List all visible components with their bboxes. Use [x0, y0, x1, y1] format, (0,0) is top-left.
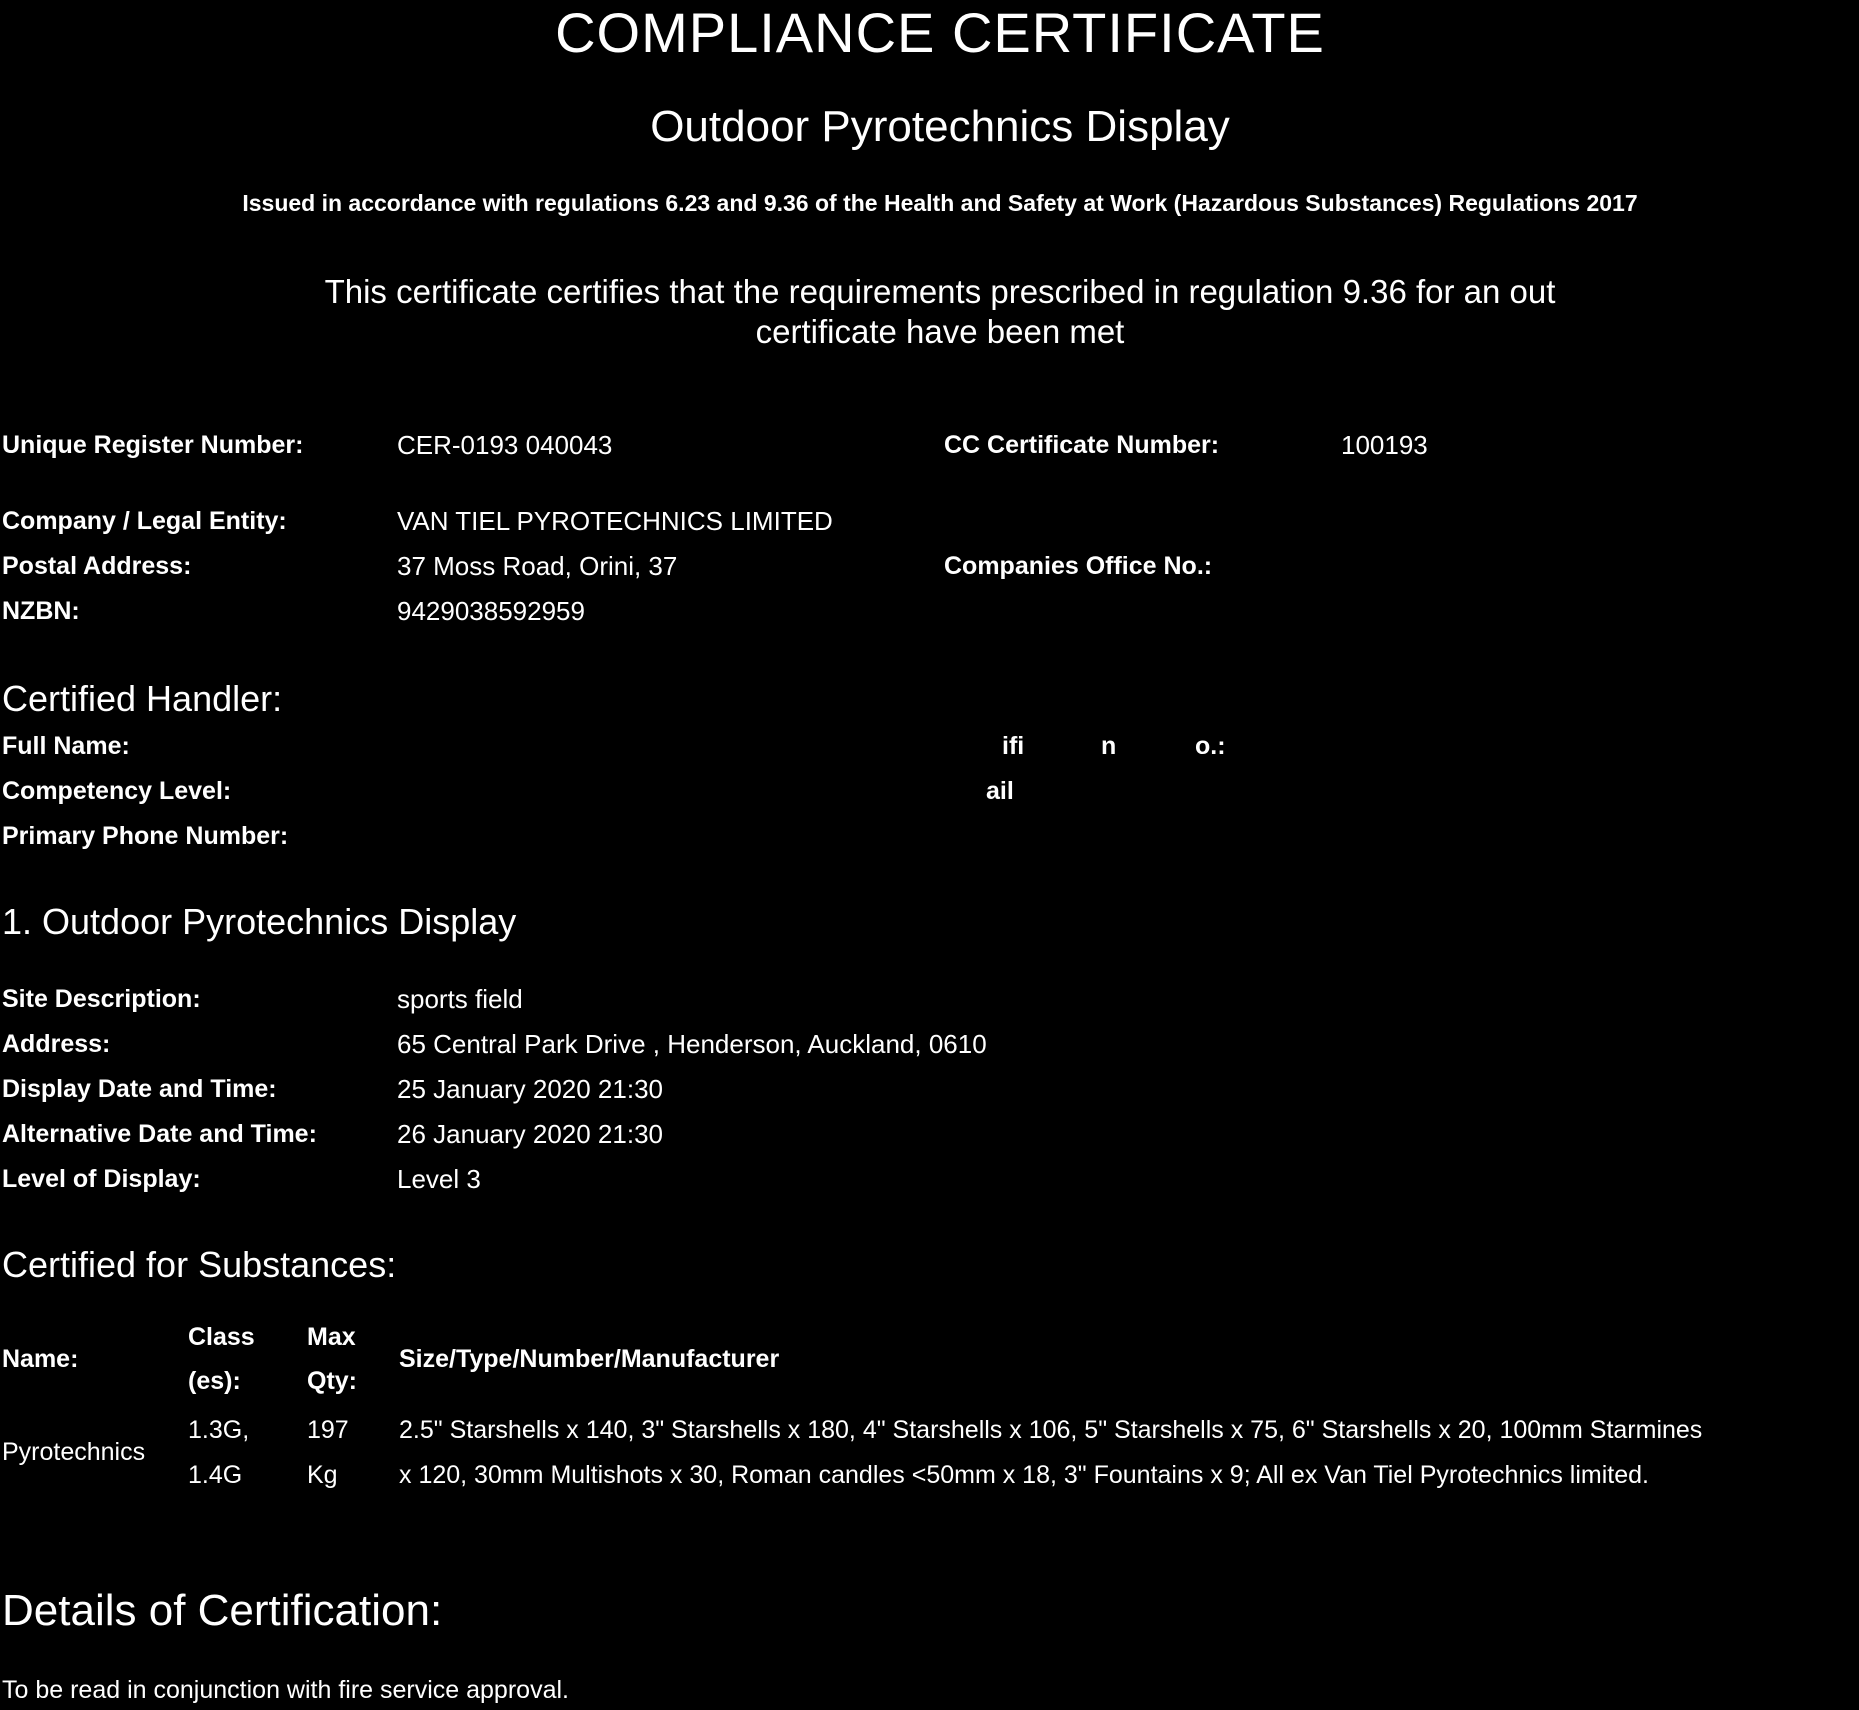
- row-class-line-1: 1.3G,: [188, 1416, 250, 1444]
- intro-line-2: certificate have been met: [755, 313, 1125, 350]
- urn-label: Unique Register Number:: [2, 431, 304, 459]
- display-heading: 1. Outdoor Pyrotechnics Display: [2, 901, 517, 942]
- row-name: Pyrotechnics: [2, 1438, 146, 1466]
- phone-label: Primary Phone Number:: [2, 822, 289, 850]
- partial-text-1: ifi: [1002, 732, 1025, 760]
- issued-statement: Issued in accordance with regulations 6.23 and 9.36 of the Health and Safety at Work (Hazardous Substances) Regulations 2017: [242, 190, 1638, 216]
- display-date-label: Display Date and Time:: [2, 1075, 277, 1103]
- site-description-label: Site Description:: [2, 985, 201, 1013]
- company-value: VAN TIEL PYROTECHNICS LIMITED: [397, 506, 833, 536]
- row-qty-line-2: Kg: [307, 1461, 338, 1489]
- certificate-title: COMPLIANCE CERTIFICATE: [555, 1, 1325, 64]
- intro-line-1: This certificate certifies that the requirements prescribed in regulation 9.36 for an out: [324, 273, 1556, 310]
- row-qty: [307, 1408, 349, 1498]
- partial-text-2: n: [1101, 732, 1117, 760]
- col-class-header-line-2: (es):: [188, 1367, 241, 1395]
- partial-text-3: o.:: [1195, 732, 1226, 760]
- cc-certificate-label: CC Certificate Number:: [944, 431, 1220, 459]
- company-label: Company / Legal Entity:: [2, 507, 287, 535]
- row-detail: [399, 1408, 1702, 1498]
- partial-text-4: ail: [986, 777, 1014, 805]
- competency-label: Competency Level:: [2, 777, 232, 805]
- address-value: 65 Central Park Drive , Henderson, Auckland, 0610: [397, 1029, 987, 1059]
- display-date-value: 25 January 2020 21:30: [397, 1074, 663, 1104]
- row-class-line-2: 1.4G: [188, 1461, 243, 1489]
- certification-note: To be read in conjunction with fire service approval.: [2, 1676, 569, 1704]
- col-qty-header: [307, 1315, 357, 1403]
- certification-heading: Details of Certification:: [2, 1586, 443, 1635]
- nzbn-label: NZBN:: [2, 597, 80, 625]
- col-class-header-line-1: Class: [188, 1323, 255, 1351]
- address-label: Address:: [2, 1030, 111, 1058]
- row-class: [188, 1408, 249, 1498]
- substances-heading: Certified for Substances:: [2, 1244, 397, 1285]
- row-detail-line-1: 2.5" Starshells x 140, 3" Starshells x 180, 4" Starshells x 106, 5" Starshells x 75, 6" Starshells x 20, 100mm Starmines: [399, 1416, 1703, 1444]
- col-detail-header: Size/Type/Number/Manufacturer: [399, 1345, 780, 1373]
- alt-date-label: Alternative Date and Time:: [2, 1120, 317, 1148]
- full-name-label: Full Name:: [2, 732, 130, 760]
- row-detail-line-2: x 120, 30mm Multishots x 30, Roman candles <50mm x 18, 3" Fountains x 9; All ex Van Tiel Pyrotechnics limited.: [399, 1461, 1649, 1489]
- level-label: Level of Display:: [2, 1165, 201, 1193]
- handler-heading: Certified Handler:: [2, 678, 283, 719]
- col-qty-header-line-1: Max: [307, 1323, 356, 1351]
- cc-certificate-value: 100193: [1341, 430, 1428, 460]
- urn-value: CER-0193 040043: [397, 430, 613, 460]
- col-name-header: Name:: [2, 1345, 79, 1373]
- col-qty-header-line-2: Qty:: [307, 1367, 357, 1395]
- col-class-header: [188, 1315, 255, 1403]
- certificate-subtitle: Outdoor Pyrotechnics Display: [650, 102, 1230, 151]
- companies-office-label: Companies Office No.:: [944, 552, 1213, 580]
- postal-address-value: 37 Moss Road, Orini, 37: [397, 551, 678, 581]
- site-description-value: sports field: [397, 984, 523, 1014]
- alt-date-value: 26 January 2020 21:30: [397, 1119, 663, 1149]
- row-qty-line-1: 197: [307, 1416, 349, 1444]
- intro-statement: [0, 272, 1859, 352]
- postal-address-label: Postal Address:: [2, 552, 192, 580]
- level-value: Level 3: [397, 1164, 481, 1194]
- nzbn-value: 9429038592959: [397, 596, 585, 626]
